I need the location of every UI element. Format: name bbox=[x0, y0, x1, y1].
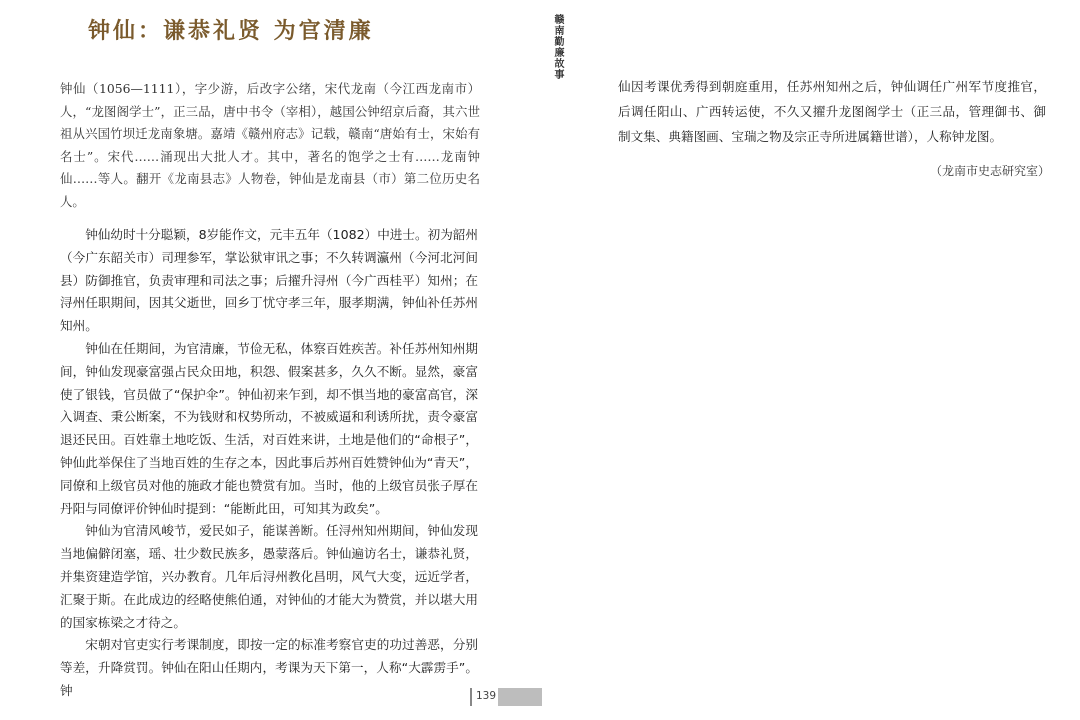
body-paragraph-2: 钟仙在任期间，为官清廉，节俭无私，体察百姓疾苦。补任苏州知州期间，钟仙发现豪富强占民众田地，积怨、假案甚多，久久不断。显然，豪富使了银钱，官员做了“保护伞”。钟仙初来乍到，却不惧当地的豪富高官，深入调查、秉公断案，不为钱财和权势所动，不被威逼和利诱所扰，责令豪富退还民田。百姓靠土地吃饭、生活，对百姓来讲，土地是他们的“命根子”，钟仙此举保住了当地百姓的生存之本，因此事后苏州百姓赞钟仙为“青天”，同僚和上级官员对他的施政才能也赞赏有加。当时，他的上级官员张子厚在丹阳与同僚评价钟仙时提到：“能断此田，可知其为政矣”。 bbox=[60, 340, 478, 516]
article-title: 钟仙：谦恭礼贤 为官清廉 bbox=[88, 18, 374, 44]
body-paragraph-1: 钟仙幼时十分聪颖，8岁能作文，元丰五年（1082）中进士。初为韶州（今广东韶关市）司理参军，掌讼狱审讯之事；不久转调瀛州（今河北河间县）防御推官，负责审理和司法之事；后擢升浔州（今广西桂平）知州；在浔州任职期间，因其父逝世，回乡丁忧守孝三年，服孝期满，钟仙补任苏州知州。 bbox=[60, 227, 478, 334]
page-number: 139 bbox=[476, 690, 497, 702]
body-paragraph-4: 宋朝对官吏实行考课制度，即按一定的标准考察官吏的功过善恶，分别等差，升降赏罚。钟仙在阳山任期内，考课为天下第一，人称“大霹雳手”。钟 bbox=[60, 637, 478, 698]
continued-paragraph: 仙因考课优秀得到朝庭重用，任苏州知州之后，钟仙调任广州军节度推官，后调任阳山、广西转运使，不久又擢升龙图阁学士（正三品，管理御书、御制文集、典籍图画、宝瑞之物及宗正寺所进属籍世谱），人称钟龙图。 bbox=[618, 79, 1046, 144]
body-paragraph-3: 钟仙为官清风峻节，爱民如子，能谋善断。任浔州知州期间，钟仙发现当地偏僻闭塞，瑶、壮少数民族多，愚蒙落后。钟仙遍访名士，谦恭礼贤，并集资建造学馆，兴办教育。几年后浔州教化昌明，风气大变，远近学者，汇聚于斯。在此成边的经略使熊伯通，对钟仙的才能大为赞赏，并以堪大用的国家栋梁之才待之。 bbox=[60, 523, 478, 630]
page-number-rule bbox=[470, 688, 472, 706]
author-signature: （龙南市史志研究室） bbox=[929, 164, 1050, 178]
series-label: 赣南勤廉故事 bbox=[552, 14, 563, 80]
page-number-shade bbox=[498, 688, 542, 706]
page-number-marker bbox=[470, 686, 550, 708]
intro-paragraph: 钟仙（1056—1111），字少游，后改字公绪，宋代龙南（今江西龙南市）人，“龙图阁学士”，正三品，唐中书令（宰相），越国公钟绍京后裔，其六世祖从兴国竹坝迁龙南象塘。嘉靖《赣州府志》记载，赣南“唐始有士，宋始有名士”。宋代……涌现出大批人才。其中，著名的饱学之士有……龙南钟仙……等人。翻开《龙南县志》人物卷，钟仙是龙南县（市）第二位历史名人。 bbox=[60, 81, 480, 209]
article-body bbox=[60, 224, 478, 703]
